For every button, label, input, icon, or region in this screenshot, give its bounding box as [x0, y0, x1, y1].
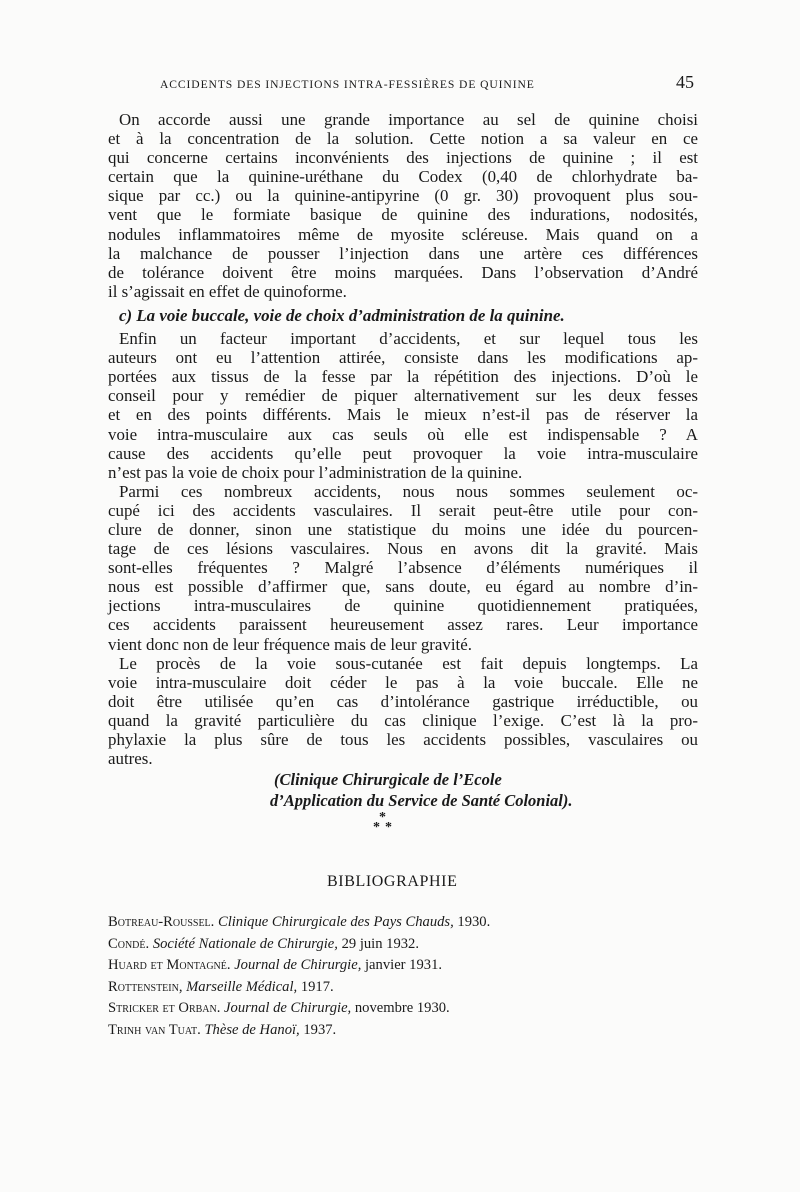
bib-source: Clinique Chirurgicale des Pays Chauds, [217, 914, 454, 930]
bib-date: novembre 1930. [351, 1000, 450, 1016]
page-header [108, 74, 698, 98]
bib-source: Journal de Chirurgie, [234, 957, 362, 973]
asterisk: * [379, 810, 386, 825]
text-line: jections intra-musculaires de quinine quotidiennement pratiquées, [108, 596, 698, 616]
bib-date: 1917. [297, 978, 334, 995]
text-line: certain que la quinine-uréthane du Codex (0,40 de chlorhydrate ba- [108, 167, 698, 187]
text-line: vient donc non de leur fréquence mais de leur gravité. [108, 634, 472, 654]
bib-source: Marseille Médical, [186, 978, 298, 995]
bib-date: 1930. [453, 914, 491, 930]
bib-author: Stricker et Orban. [108, 1000, 221, 1016]
text-line: voie intra-musculaire aux cas seuls où elle est indispensable ? A [108, 424, 698, 444]
bibliography-entry [108, 912, 698, 934]
paragraph-salt-concentration [108, 110, 698, 301]
bib-source: Société Nationale de Chirurgie, [152, 935, 338, 952]
bib-author: Botreau-Roussel. [108, 914, 215, 930]
paragraph-repeated-injections [108, 329, 698, 482]
bibliography-entry [108, 934, 698, 956]
text-line: nodules inflammatoires même de myosite scléreuse. Mais quand on a [108, 224, 698, 244]
asterisk: * [373, 820, 380, 835]
body-text [108, 110, 698, 811]
bibliography-entry [108, 977, 698, 999]
bib-author: Huard et Montagné. [108, 957, 231, 973]
text-line: phylaxie la plus sûre de tous les accidents possibles, vasculaires ou [108, 730, 698, 749]
bibliography-entry [108, 955, 698, 977]
bib-author: Trinh van Tuat. [108, 1021, 201, 1038]
signature-line: d’Application du Service de Santé Colonial). [270, 791, 573, 811]
text-line: conseil pour y remédier de piquer alternativement sur les deux fesses [108, 386, 698, 406]
section-heading-c: c) La voie buccale, voie de choix d’administration de la quinine. [119, 305, 565, 325]
bibliography-entry [108, 1020, 698, 1042]
text-line: la malchance de pousser l’injection dans une artère ces différences [108, 243, 698, 263]
bib-date: janvier 1931. [361, 957, 443, 973]
text-line: Enfin un facteur important d’accidents, et sur lequel tous les [119, 329, 698, 349]
text-line: voie intra-musculaire doit céder le pas à la voie buccale. Elle ne [108, 672, 698, 692]
text-line: n’est pas la voie de choix pour l’administration de la quinine. [108, 462, 523, 482]
text-line: portées aux tissus de la fesse par la répétition des injections. D’où le [108, 367, 698, 387]
text-line: cause des accidents qu’elle peut provoquer la voie intra-musculaire [108, 443, 698, 463]
text-line: ces accidents paraissent heureusement assez rares. Leur importance [108, 615, 698, 635]
text-line: doit être utilisée qu’en cas d’intolérance gastrique irréductible, ou [108, 691, 698, 711]
text-line: qui concerne certains inconvénients des injections de quinine ; il est [108, 148, 698, 168]
text-line: cupé ici des accidents vasculaires. Il serait peut-être utile pour con- [108, 500, 698, 520]
text-line: On accorde aussi une grande importance au sel de quinine choisi [119, 110, 698, 129]
text-line: vent que le formiate basique de quinine des indurations, nodosités, [108, 205, 698, 225]
bib-source: Thèse de Hanoï, [204, 1021, 300, 1038]
page-number: 45 [676, 72, 694, 92]
text-line: autres. [108, 749, 153, 769]
bib-date: 1937. [299, 1021, 337, 1038]
text-line: tage de ces lésions vasculaires. Nous en avons dit la gravité. Mais [108, 539, 698, 559]
institution-signature [270, 769, 698, 811]
paragraph-vascular-accidents [108, 482, 698, 654]
text-line: quand la gravité particulière du cas clinique l’exige. C’est là la pro- [108, 710, 698, 730]
text-line: de tolérance doivent être moins marquées. Dans l’observation d’André [108, 262, 698, 282]
text-line: et en des points différents. Mais le mieux n’est-il pas de réserver la [108, 405, 698, 425]
text-line: sique par cc.) ou la quinine-antipyrine (0 gr. 30) provoquent plus sou- [108, 186, 698, 206]
bib-date: 29 juin 1932. [337, 935, 419, 952]
bibliography-list [108, 912, 698, 1041]
text-line: auteurs ont eu l’attention attirée, consiste dans les modifications ap- [108, 348, 698, 368]
signature-line: (Clinique Chirurgicale de l’Ecole [274, 770, 502, 790]
text-line: il s’agissait en effet de quinoforme. [108, 281, 347, 301]
asterisk: * [385, 820, 392, 835]
text-line: sont-elles fréquentes ? Malgré l’absence d’éléments numériques il [108, 558, 698, 578]
paragraph-oral-route [108, 654, 698, 769]
bib-source: Journal de Chirurgie, [224, 1000, 352, 1016]
text-line: Parmi ces nombreux accidents, nous nous sommes seulement oc- [119, 481, 698, 501]
running-head: ACCIDENTS DES INJECTIONS INTRA-FESSIÈRES DE QUININE [160, 78, 535, 91]
text-line: clure de donner, sinon une statistique du moins une idée du pourcen- [108, 519, 698, 539]
bibliography-title: BIBLIOGRAPHIE [327, 873, 458, 890]
bibliography-entry [108, 998, 698, 1020]
text-line: et à la concentration de la solution. Cette notion a sa valeur en ce [108, 129, 698, 149]
text-line: nous est possible d’affirmer que, sans doute, eu égard au nombre d’in- [108, 577, 698, 597]
bib-author: Rottenstein, [108, 978, 183, 995]
asterism-divider [368, 810, 398, 834]
bib-author: Condé. [108, 935, 150, 952]
text-line: Le procès de la voie sous-cutanée est fait depuis longtemps. La [119, 653, 698, 673]
